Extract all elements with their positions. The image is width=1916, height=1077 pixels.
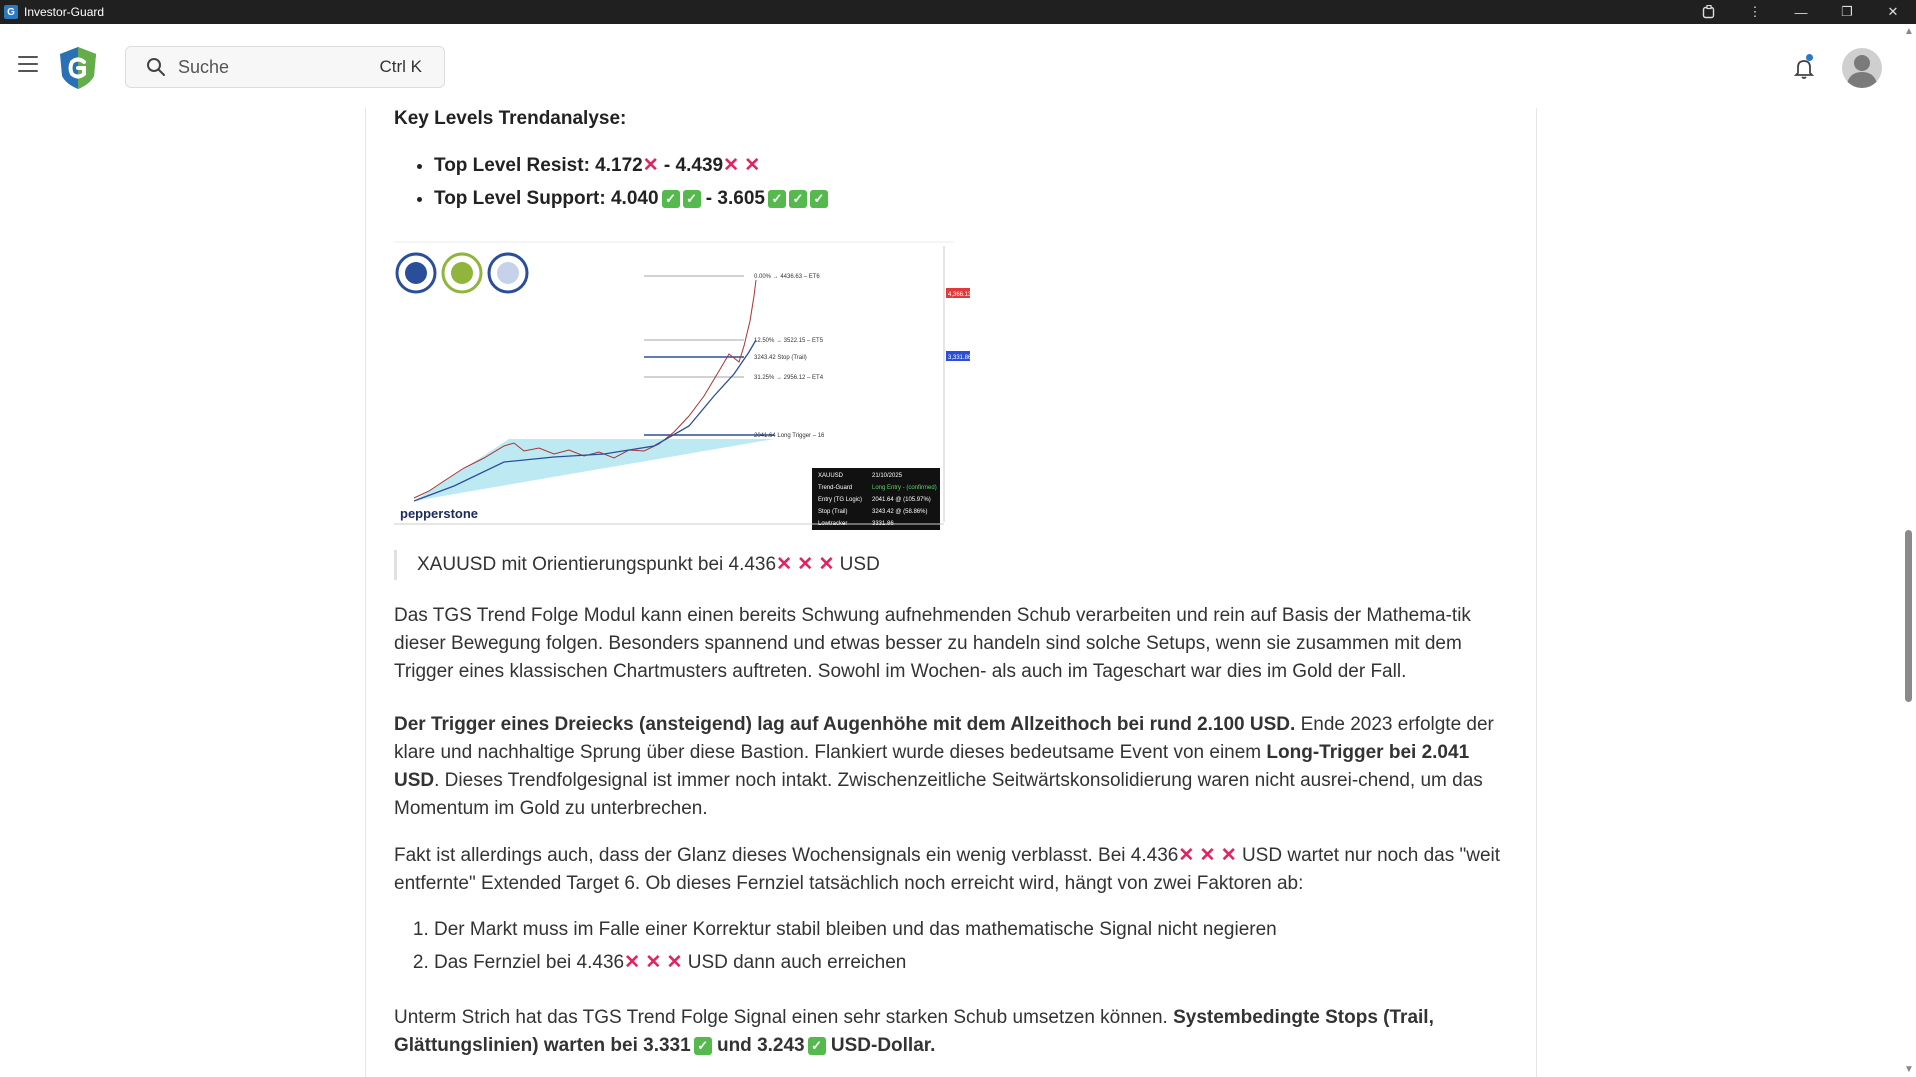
search-bar[interactable] [125,46,445,88]
cross-icon: ✕ [1220,845,1237,866]
list-item: 1. Der Markt muss im Falle einer Korrektur stabil bleiben und das mathematische Signal nicht negieren [434,916,1277,949]
user-avatar[interactable] [1842,48,1882,88]
badge-icons [397,254,527,292]
cross-icon: ✕ [1178,845,1195,866]
cross-icon: ✕ [1199,845,1216,866]
key-levels-list [394,152,828,218]
scroll-down-arrow-icon[interactable]: ▼ [1904,1064,1914,1075]
paragraph-1: Das TGS Trend Folge Modul kann einen bereits Schwung aufnehmenden Schub verarbeiten und rein auf Basis der Mathema-tik dieser Bewegung folgen. Besonders spannend und etwas besser zu handeln sind solche Setups, wenn sie zusammen mit dem Trigger eines klassischen Chartmusters auftreten. Sowohl im Wochen- als auch im Tageschart war dies im Gold der Fall. [394,605,1471,682]
cross-icon: ✕ [645,952,662,973]
page-scrollbar[interactable] [1900,24,1916,1077]
chart-level-label: 2041.64 Long Trigger – 16 [754,433,825,439]
search-icon [146,57,166,77]
restore-icon[interactable]: ❐ [1841,4,1853,19]
svg-text:Long Entry - (confirmed): Long Entry - (confirmed) [872,485,937,491]
more-options-icon[interactable]: ⋮ [1748,4,1762,19]
scroll-up-arrow-icon[interactable]: ▲ [1904,26,1914,37]
cross-icon: ✕ [818,554,835,575]
xauusd-chart-image[interactable] [394,236,978,534]
cross-icon: ✕ [776,554,792,575]
pepperstone-brand: pepperstone [400,506,479,521]
check-icon: ✓ [808,1037,826,1055]
cross-icon: ✕ [624,952,641,973]
cross-icon: ✕ [666,952,683,973]
hamburger-menu-icon[interactable] [18,56,38,72]
check-icon: ✓ [683,190,701,208]
check-icon: ✓ [662,190,680,208]
svg-text:XAUUSD: XAUUSD [818,473,844,479]
chart-level-label: 3243.42 Stop (Trail) [754,355,807,361]
svg-text:Lowtracker: Lowtracker [818,521,848,527]
cross-icon: ✕ [797,554,814,575]
support-level-item: • Top Level Support: 4.040 ✓ ✓ - 3.605 ✓ ✓ ✓ [434,185,828,218]
app-logo-icon: G [4,5,18,19]
minimize-icon[interactable]: — [1794,4,1808,20]
cross-icon: ✕ [642,155,659,176]
paragraph-3: Fakt ist allerdings auch, dass der Glanz dieses Wochensignals ein wenig verblasst. Bei 4.436✕ ✕ ✕ USD wartet nur noch das "weit entfernte" Extended Target 6. Ob dieses Fernziel tatsächlich noch erreicht wird, hängt von zwei Faktoren ab: [394,845,1501,894]
notification-bell-icon[interactable] [1792,56,1816,80]
chart-caption-quote: XAUUSD mit Orientierungspunkt bei 4.436✕ ✕ ✕ USD [394,550,880,580]
check-icon: ✓ [768,190,786,208]
trend-guard-table [812,468,940,530]
check-icon: ✓ [789,190,807,208]
svg-text:3243.42 @ (58.86%): 3243.42 @ (58.86%) [872,509,928,515]
cross-icon: ✕ [723,155,740,176]
svg-text:2041.64 @ (105.97%): 2041.64 @ (105.97%) [872,497,931,503]
search-input[interactable]: Suche [178,56,230,77]
investor-guard-logo[interactable] [58,46,98,90]
check-icon: ✓ [810,190,828,208]
window-titlebar [0,0,1916,24]
window-title: Investor-Guard [24,5,105,19]
svg-text:4,366.13: 4,366.13 [948,292,972,298]
app-header [0,24,1916,108]
list-item: 2. Das Fernziel bei 4.436✕ ✕ ✕ USD dann auch erreichen [434,949,1277,982]
extensions-icon[interactable] [1686,0,1732,24]
svg-text:Trend-Guard: Trend-Guard [818,485,853,491]
notification-dot [1806,54,1813,61]
search-shortcut-hint: Ctrl K [379,57,422,76]
resist-level-item: • Top Level Resist: 4.172✕ - 4.439✕ ✕ [434,152,828,185]
svg-text:3331.86: 3331.86 [872,521,894,527]
svg-text:3,331.86: 3,331.86 [948,355,972,361]
paragraph-4: Unterm Strich hat das TGS Trend Folge Signal einen sehr starken Schub umsetzen können. Systembedingte Stops (Trail, Glättungslinien) warten bei 3.331 ✓ und 3.243 ✓ USD-Dollar. [394,1007,1434,1056]
key-levels-heading: Key Levels Trendanalyse: [394,108,627,129]
svg-text:21/10/2025: 21/10/2025 [872,473,903,479]
paragraph-2: Der Trigger eines Dreiecks (ansteigend) lag auf Augenhöhe mit dem Allzeithoch bei rund 2.100 USD. Ende 2023 erfolgte der klare und nachhaltige Sprung über diese Bastion. Flankiert wurde dieses bedeutsame Event von einem Long-Trigger bei 2.041 USD. Dieses Trendfolgesignal ist immer noch intakt. Zwischenzeitliche Seitwärtskonsolidierung waren nicht ausrei-chend, um das Momentum im Gold zu unterbrechen. [394,714,1494,819]
close-icon[interactable]: ✕ [1887,4,1899,19]
cross-icon: ✕ [744,155,761,176]
chart-level-label: 12.50% → 3522.15 – ET5 [754,338,824,344]
svg-text:Stop (Trail): Stop (Trail) [818,509,848,515]
scrollbar-thumb[interactable] [1905,530,1912,702]
factors-list [394,916,1277,982]
chart-level-label: 0.00% → 4436.63 – ET6 [754,274,820,280]
svg-text:Entry (TG Logic): Entry (TG Logic) [818,497,863,503]
check-icon: ✓ [694,1037,712,1055]
chart-level-label: 31.25% → 2956.12 – ET4 [754,375,824,381]
